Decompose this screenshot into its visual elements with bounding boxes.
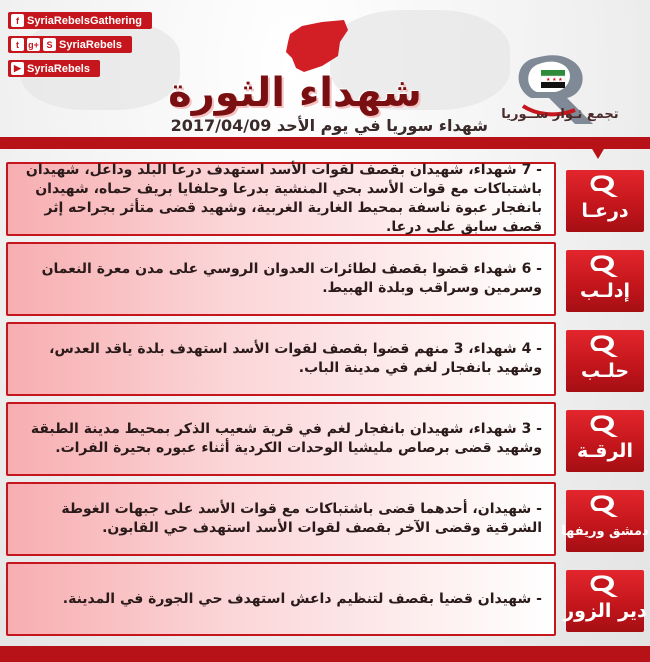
entry-text: - شهيدان قضيا بقصف لتنظيم داعش استهدف حي الجورة في المدينة.: [62, 590, 542, 607]
svg-text:★ ★ ★: ★ ★ ★: [546, 77, 563, 83]
mini-logo-icon: [586, 492, 624, 518]
city-label-box: [566, 330, 644, 392]
city-label-box: [566, 250, 644, 312]
city-label-box: [566, 170, 644, 232]
list-item: [6, 322, 646, 396]
logo-caption: تجمع ثـوار ســوريا: [501, 107, 619, 122]
city-label-box: [566, 410, 644, 472]
city-name: إدلـب: [579, 280, 630, 302]
facebook-link[interactable]: [8, 12, 152, 29]
google-plus-icon[interactable]: g+: [28, 39, 39, 50]
mini-logo-icon: [586, 172, 624, 198]
city-name: دير الزور: [563, 600, 647, 622]
list-item: [6, 482, 649, 556]
header-divider-bar: [0, 137, 650, 149]
city-name: الرقـة: [577, 440, 633, 462]
footer-bar: [0, 646, 650, 662]
list-item: [6, 402, 646, 476]
list-item: [6, 162, 646, 236]
entry-text: - 4 شهداء، 3 منهم قضوا بقصف لقوات الأسد استهدف بلدة ياقد العدس، وشهيد بانفجار لغم في مدينة الباب.: [49, 341, 542, 376]
list-item: [6, 242, 646, 316]
entry-text: - 6 شهداء قضوا بقصف لطائرات العدوان الروسي على مدن معرة النعمان وسرمين وسراقب وبلدة الهبيط.: [41, 261, 542, 296]
entry-text-panel: [6, 402, 556, 476]
entry-text: - شهيدان، أحدهما قضى باشتباكات مع قوات الأسد على جبهات الغوطة الشرقية وقضى الآخر بقصف لقوات الأسد استهدف حي القابون.: [61, 501, 542, 536]
twitter-handle: SyriaRebels: [59, 38, 122, 51]
mini-logo-icon: [586, 252, 624, 278]
entry-text-panel: [6, 162, 556, 236]
entry-text-panel: [6, 482, 556, 556]
entry-text: - 3 شهداء، شهيدان بانفجار لغم في قرية شعيب الذكر بمحيط مدينة الطبقة وشهيد قضى برصاص مليشيا الوحدات الكردية أثناء عبوره بحيرة الفرات.: [30, 421, 542, 456]
skype-icon[interactable]: S: [43, 38, 56, 51]
entry-text-panel: [6, 322, 556, 396]
page-subtitle: شهداء سوريا في يوم الأحد 2017/04/09: [170, 116, 488, 135]
syria-map-icon: [282, 16, 352, 76]
entry-text-panel: [6, 562, 556, 636]
facebook-handle: SyriaRebelsGathering: [27, 14, 142, 27]
youtube-handle: SyriaRebels: [27, 62, 90, 75]
city-name: درعـا: [581, 200, 629, 222]
youtube-icon: ▶: [11, 62, 24, 75]
social-links-row[interactable]: [8, 36, 132, 53]
mini-logo-icon: [586, 572, 624, 598]
mini-logo-icon: [586, 332, 624, 358]
city-label-box: [563, 570, 647, 632]
entry-text-panel: [6, 242, 556, 316]
entry-text: - 7 شهداء، شهيدان بقصف لقوات الأسد استهدف درعا البلد وداعل، شهيدان باشتباكات مع قوات الأسد بحي المنشية بدرعا وحلفايا بريف حماه، شهيدان بانفجار عبوة ناسفة بمحيط الغارية الغربية، وشهيد قضى متأثر بجراحه إثر قصف سابق على درعا.: [25, 162, 542, 235]
page-title: شهداء الثورة: [168, 70, 422, 116]
youtube-link[interactable]: [8, 60, 100, 77]
mini-logo-icon: [586, 412, 624, 438]
city-label-box: [561, 490, 649, 552]
list-item: [6, 562, 646, 636]
city-name: دمشق وريفها: [561, 524, 649, 539]
city-name: حلـب: [580, 360, 630, 382]
twitter-icon[interactable]: t: [11, 38, 24, 51]
facebook-icon: f: [11, 14, 24, 27]
